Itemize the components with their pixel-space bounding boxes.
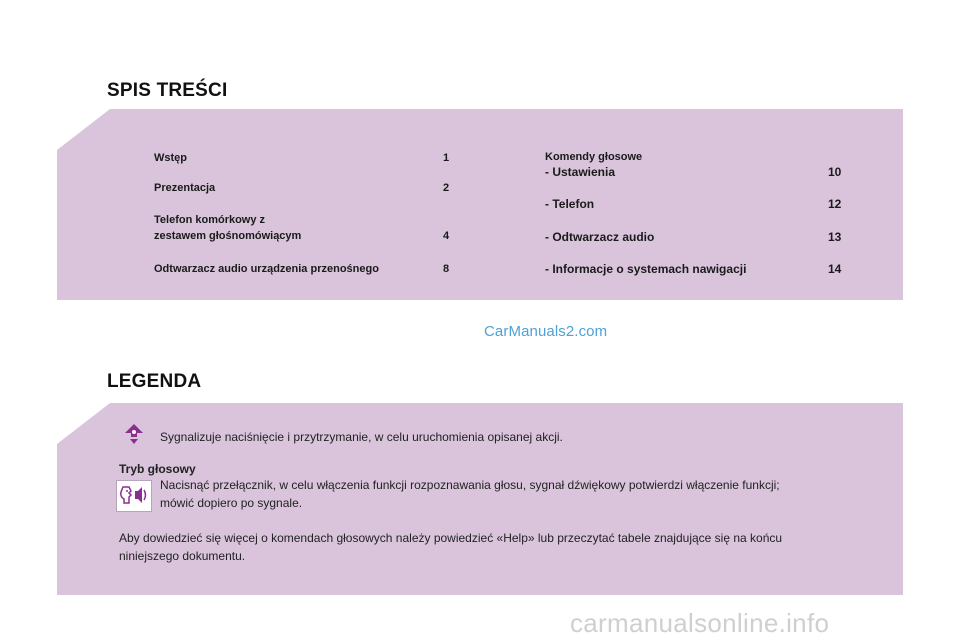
toc-entry-title-line1: Telefon komórkowy z: [154, 214, 266, 226]
toc-entry-page: 10: [828, 165, 842, 179]
voice-mode-text-line2: mówić dopiero po sygnale.: [160, 496, 303, 510]
toc-entry-title: Wstęp: [154, 152, 187, 164]
voice-mode-title: Tryb głosowy: [119, 462, 196, 476]
toc-entry-page: 8: [443, 263, 450, 275]
toc-entry-page: 14: [828, 262, 842, 276]
toc-entry-page: 2: [443, 182, 450, 194]
toc-entry-title-line2: zestawem głośnomówiącym: [154, 230, 302, 242]
toc-entry-page: 13: [828, 230, 842, 244]
toc-entry-title: - Telefon: [545, 197, 595, 211]
voice-mode-text-line1: Nacisnąć przełącznik, w celu włączenia funkcji rozpoznawania głosu, sygnał dźwiękowy potwierdzi włączenie funkcji;: [160, 478, 780, 492]
press-hold-icon: [124, 423, 144, 445]
toc-entry-page: 4: [443, 230, 450, 242]
toc-entry-title: - Odtwarzacz audio: [545, 230, 655, 244]
voice-command-icon: [116, 480, 152, 512]
toc-entry-title: - Informacje o systemach nawigacji: [545, 262, 747, 276]
toc-heading: SPIS TREŚCI: [107, 80, 228, 101]
toc-entry-title: - Ustawienia: [545, 165, 616, 179]
legend-press-text: Sygnalizuje naciśnięcie i przytrzymanie, w celu uruchomienia opisanej akcji.: [160, 430, 563, 444]
legend-more-text-line2: niniejszego dokumentu.: [119, 549, 246, 563]
toc-entry-page: 1: [443, 152, 450, 164]
toc-entry-page: 12: [828, 197, 842, 211]
toc-entry-title: Prezentacja: [154, 182, 216, 194]
footer-watermark[interactable]: carmanualsonline.info: [570, 608, 830, 638]
toc-group-title: Komendy głosowe: [545, 151, 643, 163]
toc-entry-title: Odtwarzacz audio urządzenia przenośnego: [154, 263, 379, 275]
legend-heading: LEGENDA: [107, 371, 202, 392]
legend-more-text-line1: Aby dowiedzieć się więcej o komendach głosowych należy powiedzieć «Help» lub przeczytać tabele znajdujące się na końcu: [119, 531, 783, 545]
watermark-link[interactable]: CarManuals2.com: [484, 323, 608, 340]
